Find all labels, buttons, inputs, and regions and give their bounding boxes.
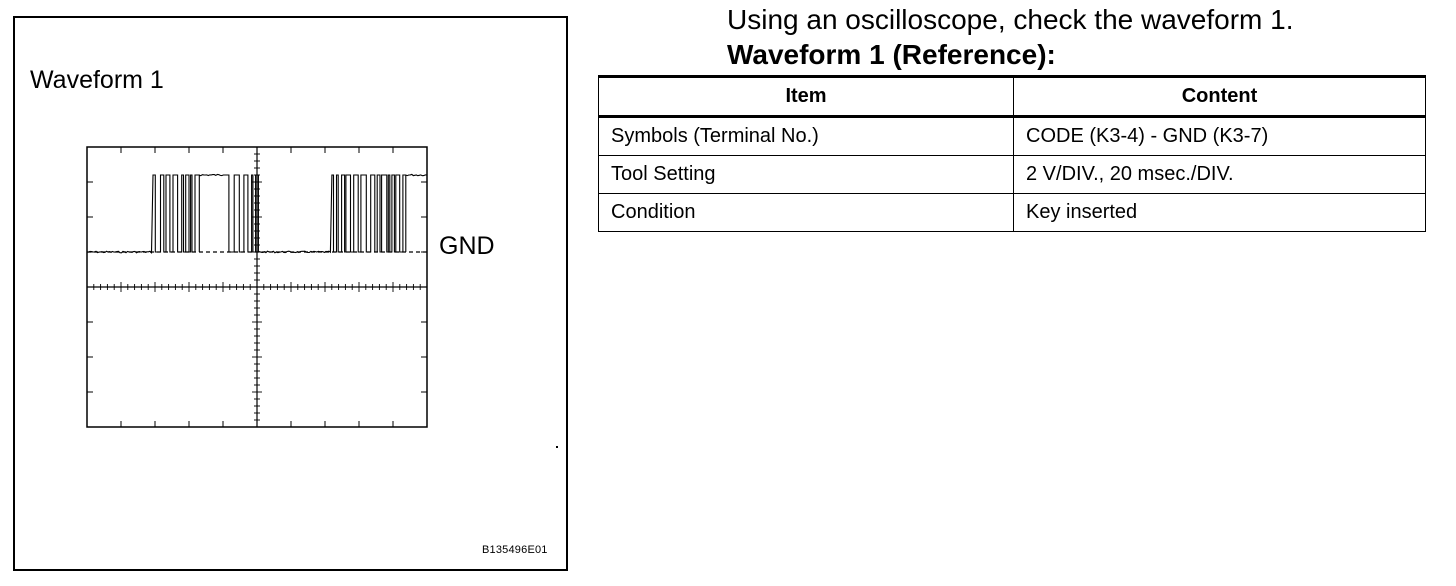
table-cell: CODE (K3-4) - GND (K3-7) xyxy=(1014,117,1426,156)
table-header-row xyxy=(599,77,1426,117)
table-cell: Tool Setting xyxy=(599,156,1014,194)
table-cell: Key inserted xyxy=(1014,194,1426,232)
mark-dot xyxy=(556,446,558,448)
instruction-text: Using an oscilloscope, check the waveform 1. xyxy=(727,4,1294,35)
oscilloscope-screen xyxy=(84,144,430,430)
spec-table xyxy=(598,75,1426,232)
gnd-label: GND xyxy=(439,232,495,260)
column-header-content: Content xyxy=(1014,77,1426,117)
scope-grid xyxy=(87,147,427,427)
table-cell: 2 V/DIV., 20 msec./DIV. xyxy=(1014,156,1426,194)
figure-code: B135496E01 xyxy=(482,544,548,556)
reference-heading: Waveform 1 (Reference): xyxy=(727,39,1056,70)
table-cell: Symbols (Terminal No.) xyxy=(599,117,1014,156)
waveform-title: Waveform 1 xyxy=(30,66,164,94)
table-cell: Condition xyxy=(599,194,1014,232)
column-header-item: Item xyxy=(599,77,1014,117)
table-row xyxy=(599,156,1426,194)
table-row xyxy=(599,117,1426,156)
table-row xyxy=(599,194,1426,232)
